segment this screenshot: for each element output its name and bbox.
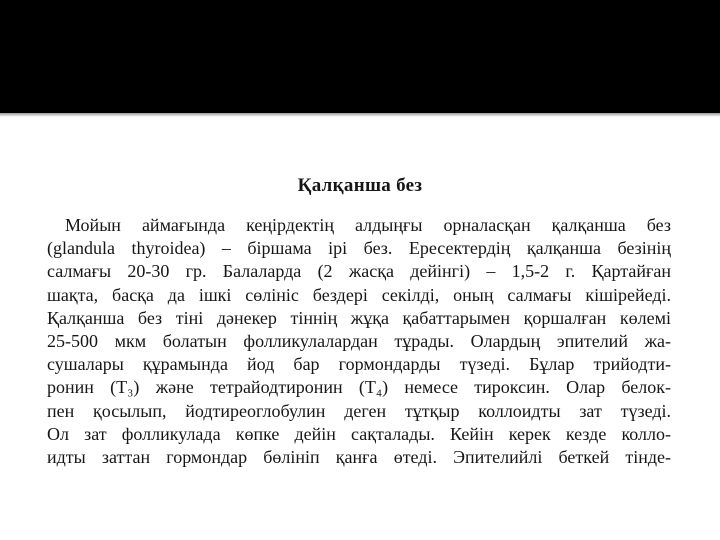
body-line: (glandula thyroidea) – біршама ірі без. Ересектердің қалқанша безінің: [47, 238, 671, 259]
body-line: ронин (Т₃) және тетрайодтиронин (Т₄) немесе тироксин. Олар белок-: [47, 377, 671, 398]
top-black-band: [0, 0, 720, 113]
body-line: сушалары құрамында йод бар гормондарды түзеді. Бұлар трийодти-: [47, 354, 671, 375]
document-title: Қалқанша без: [297, 175, 423, 196]
body-line: Ол зат фолликулада көпке дейін сақталады. Кейін керек кезде колло-: [47, 423, 671, 444]
document-body: [47, 214, 671, 469]
band-shadow-edge: [0, 113, 720, 117]
body-line: 25-500 мкм болатын фолликулалардан тұрады. Олардың эпителий жа-: [47, 330, 671, 351]
body-line: салмағы 20-30 гр. Балаларда (2 жасқа дейінгі) – 1,5-2 г. Қартайған: [47, 261, 671, 282]
body-line: шақта, басқа да ішкі сөлініс бездері секілді, оның салмағы кішірейеді.: [47, 284, 671, 305]
body-line: Қалқанша без тіні дәнекер тіннің жұқа қабаттарымен қоршалған көлемі: [47, 307, 671, 328]
body-line: идты заттан гормондар бөлініп қанға өтеді. Эпителийлі беткей тінде-: [47, 446, 671, 467]
body-line: пен қосылып, йодтиреоглобулин деген тұтқыр коллоидты зат түзеді.: [47, 400, 671, 421]
body-line: Мойын аймағында кеңірдектің алдыңғы орналасқан қалқанша без: [65, 215, 671, 235]
